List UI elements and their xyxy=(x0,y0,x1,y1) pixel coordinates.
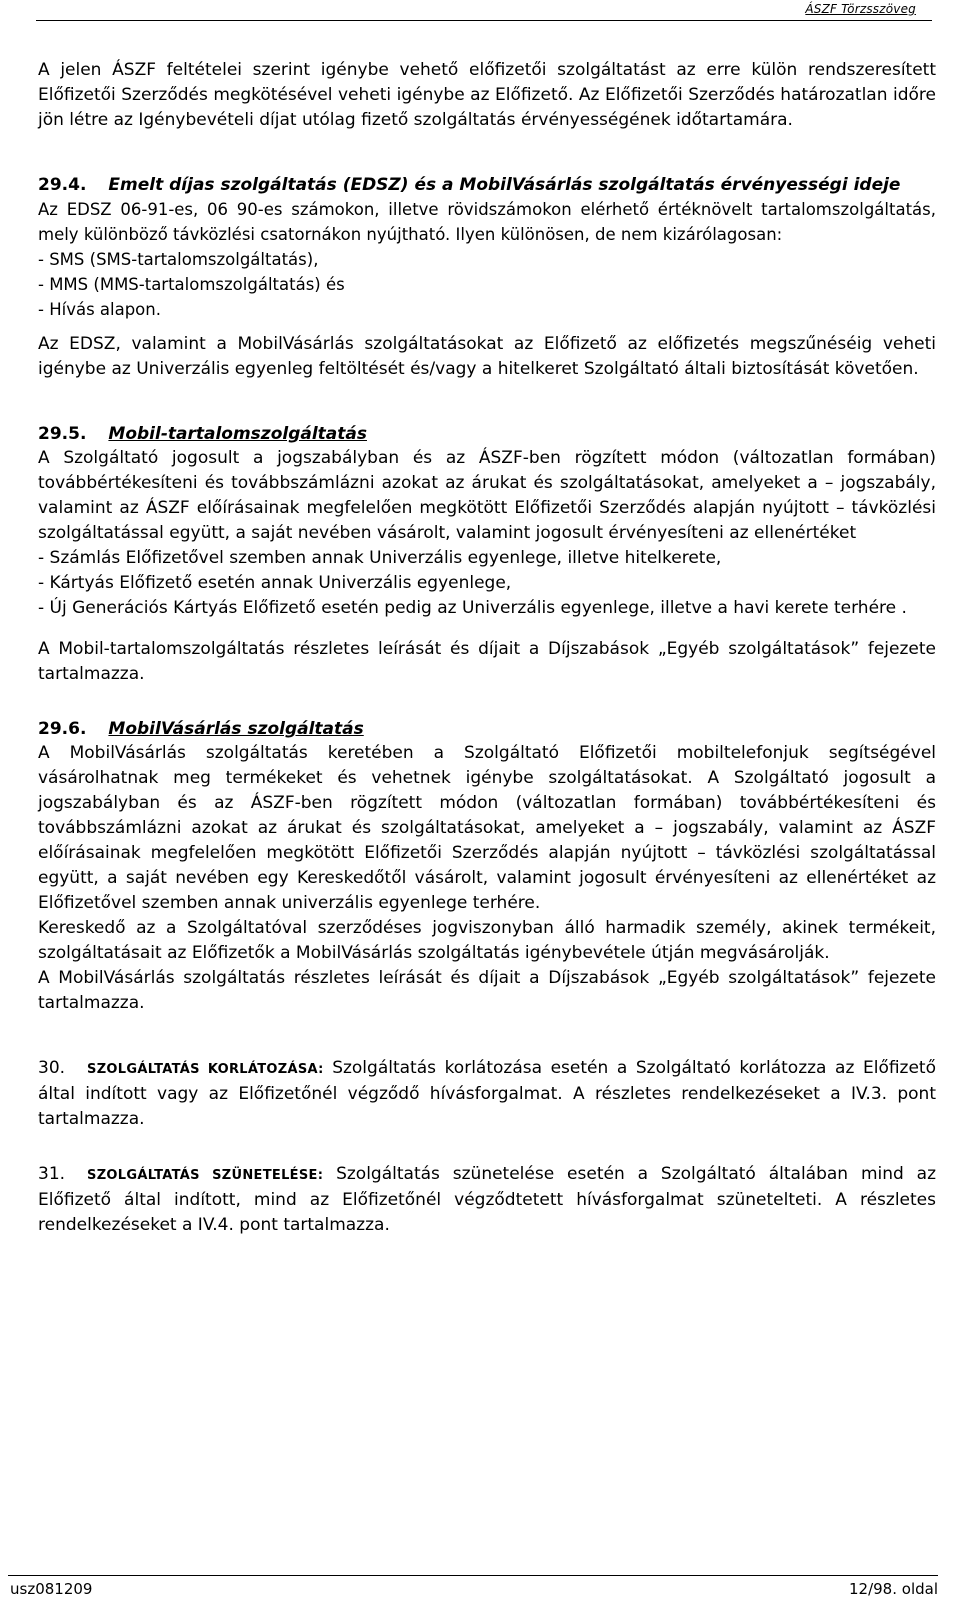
section-29-5 xyxy=(38,422,936,687)
section-paragraph: Kereskedő az a Szolgáltatóval szerződéses jogviszonyban álló harmadik személy, akinek termékeit, szolgáltatásait az Előfizetők a MobilVásárlás szolgáltatás igénybevétele útján megvásárolják. xyxy=(38,918,936,963)
section-caption: SZOLGÁLTATÁS SZÜNETELÉSE: xyxy=(87,1168,324,1183)
section-number: 29.6. xyxy=(38,719,87,739)
list-item: - Kártyás Előfizető esetén annak Univerzális egyenlege, xyxy=(38,573,512,593)
section-title: Emelt díjas szolgáltatás (EDSZ) és a MobilVásárlás szolgáltatás érvényességi ideje xyxy=(108,175,901,195)
section-29-4 xyxy=(38,173,936,382)
page-header xyxy=(36,0,932,21)
section-31 xyxy=(38,1162,936,1238)
section-text: Szolgáltatás korlátozása esetén a Szolgáltató korlátozza az Előfizető által indított vagy az Előfizetőnél végződő hívásforgalmat. A részletes rendelkezéseket a IV.3. pont tartalmazza. xyxy=(38,1058,936,1129)
section-heading xyxy=(38,173,936,197)
list-item: - MMS (MMS-tartalomszolgáltatás) és xyxy=(38,275,345,294)
list-item: - SMS (SMS-tartalomszolgáltatás), xyxy=(38,250,319,269)
bullet-list xyxy=(38,546,936,621)
section-30 xyxy=(38,1056,936,1132)
list-item: - Számlás Előfizetővel szemben annak Univerzális egyenlege, illetve hitelkerete, xyxy=(38,548,722,568)
section-number: 31. xyxy=(38,1164,66,1184)
section-title: Mobil-tartalomszolgáltatás xyxy=(108,424,367,444)
header-title: ÁSZF Törzsszöveg xyxy=(805,2,916,16)
section-paragraph xyxy=(38,1162,936,1238)
section-heading xyxy=(38,717,936,741)
document-id: usz081209 xyxy=(10,1580,93,1598)
document-body xyxy=(38,58,936,1238)
section-caption: SZOLGÁLTATÁS KORLÁTOZÁSA: xyxy=(87,1062,324,1077)
list-item: - Hívás alapon. xyxy=(38,300,161,319)
section-paragraph: A Szolgáltató jogosult a jogszabályban és az ÁSZF-ben rögzített módon (változatlan formában) továbbértékesíteni és továbbszámlázni azokat az árukat és szolgáltatásokat, amelyeket a – jogszabály, valamint az ÁSZF előírásainak megfelelően megkötött Előfizetői Szerződés alapján nyújtott – távközlési szolgáltatással együtt, a saját nevében vásárolt, valamint jogosult érvényesíteni az ellenértéket xyxy=(38,448,936,543)
section-number: 30. xyxy=(38,1058,66,1078)
section-paragraph xyxy=(38,1056,936,1132)
section-29-6 xyxy=(38,717,936,1016)
section-number: 29.5. xyxy=(38,424,87,444)
intro-paragraph: A jelen ÁSZF feltételei szerint igénybe vehető előfizetői szolgáltatást az erre külön rendszeresített Előfizetői Szerződés megkötésével veheti igénybe az Előfizető. Az Előfizetői Szerződés határozatlan időre jön létre az Igénybevételi díjat utólag fizető szolgáltatás érvényességének időtartamára. xyxy=(38,60,936,130)
page-footer xyxy=(8,1575,938,1604)
section-number: 29.4. xyxy=(38,175,87,195)
section-heading xyxy=(38,422,936,446)
page-number: 12/98. oldal xyxy=(849,1580,938,1598)
section-paragraph: A MobilVásárlás szolgáltatás keretében a Szolgáltató Előfizetői mobiltelefonjuk segítségével vásárolhatnak meg termékeket és vehetnek igénybe szolgáltatásokat. A Szolgáltató jogosult a jogszabályban és az ÁSZF-ben rögzített módon (változatlan formában) továbbértékesíteni és továbbszámlázni azokat az árukat és szolgáltatásokat, amelyeket a – jogszabály, valamint az ÁSZF előírásainak megfelelően megkötött Előfizetői Szerződés alapján nyújtott – távközlési szolgáltatással együtt, a saját nevében egy Kereskedőtől vásárolt, valamint jogosult érvényesíteni az ellenértéket az Előfizetővel szemben annak univerzális egyenlege terhére. xyxy=(38,743,936,913)
list-item: - Új Generációs Kártyás Előfizető esetén pedig az Univerzális egyenlege, illetve a havi kerete terhére . xyxy=(38,598,907,618)
section-paragraph: Az EDSZ, valamint a MobilVásárlás szolgáltatásokat az Előfizető az előfizetés megszűnéséig veheti igénybe az Univerzális egyenleg feltöltését és/vagy a hitelkeret Szolgáltató általi biztosítását követően. xyxy=(38,334,936,379)
section-paragraph: A Mobil-tartalomszolgáltatás részletes leírását és díjait a Díjszabások „Egyéb szolgáltatások” fejezete tartalmazza. xyxy=(38,639,936,684)
section-title: MobilVásárlás szolgáltatás xyxy=(108,719,364,739)
section-text: Szolgáltatás szünetelése esetén a Szolgáltató általában mind az Előfizető által indított, mind az Előfizetőnél végződtetett hívásforgalmat szünetelteti. A részletes rendelkezéseket a IV.4. pont tartalmazza. xyxy=(38,1164,937,1235)
bullet-list xyxy=(38,247,936,322)
section-paragraph: Az EDSZ 06-91-es, 06 90-es számokon, illetve rövidszámokon elérhető értéknövelt tartalomszolgáltatás, mely különböző távközlési csatornákon nyújtható. Ilyen különösen, de nem kizárólagosan: xyxy=(38,200,936,244)
section-paragraph: A MobilVásárlás szolgáltatás részletes leírását és díjait a Díjszabások „Egyéb szolgáltatások” fejezete tartalmazza. xyxy=(38,968,936,1013)
